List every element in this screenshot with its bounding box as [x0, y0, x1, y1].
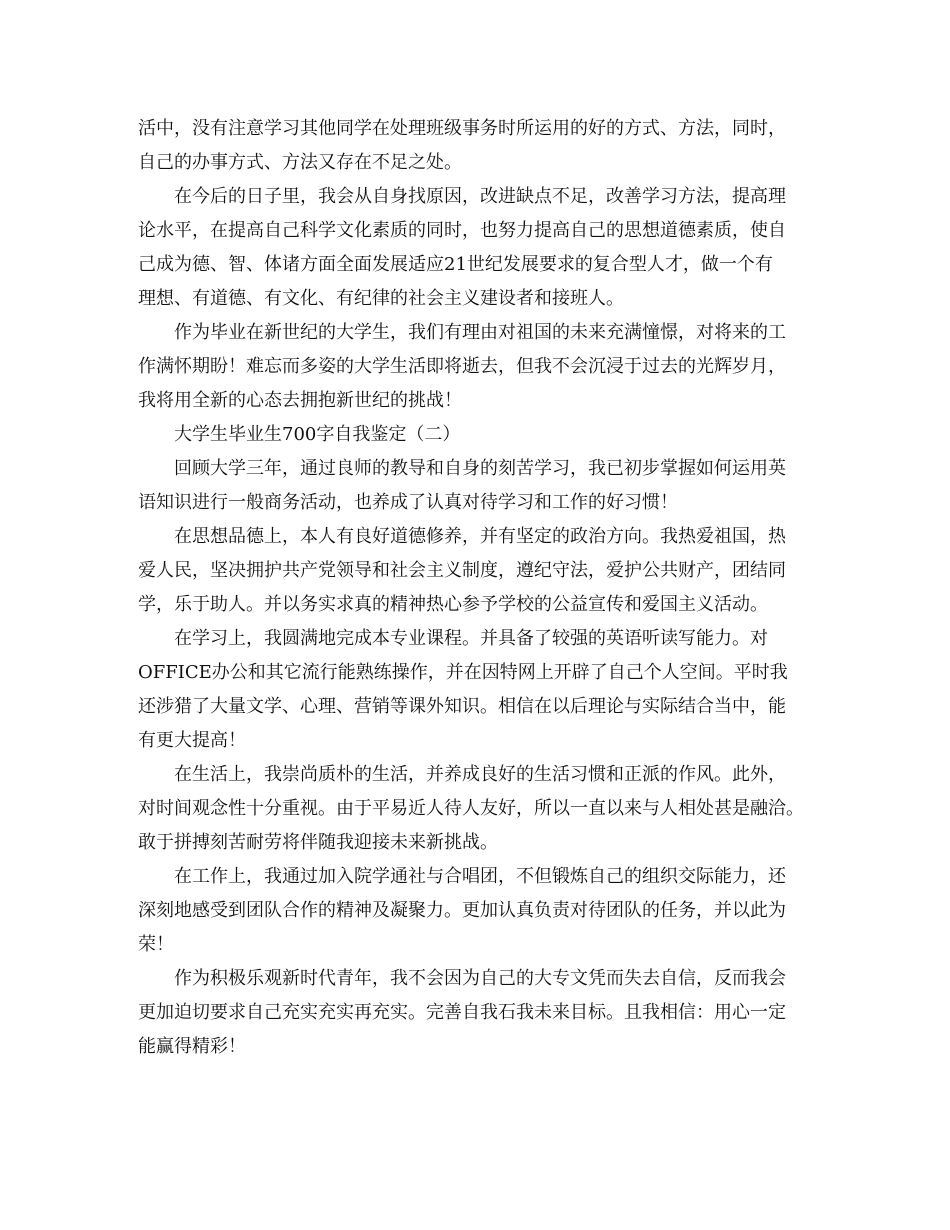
text-line: 作为积极乐观新时代青年，我不会因为自己的大专文凭而失去自信，反而我会 [174, 968, 786, 989]
text-line: 理想、有道德、有文化、有纪律的社会主义建设者和接班人。 [138, 288, 624, 309]
text-line: 深刻地感受到团队合作的精神及凝聚力。更加认真负责对待团队的任务，并以此为 [138, 900, 786, 921]
text-line: OFFICE办公和其它流行能熟练操作，并在因特网上开辟了自己个人空间。平时我 [138, 662, 788, 683]
text-line: 大学生毕业生700字自我鉴定（二） [174, 424, 461, 445]
text-line: 活中，没有注意学习其他同学在处理班级事务时所运用的好的方式、方法，同时， [138, 118, 786, 139]
text-line: 己成为德、智、体诸方面全面发展适应21世纪发展要求的复合型人才，做一个有 [138, 254, 773, 275]
text-line: 学，乐于助人。并以务实求真的精神热心参予学校的公益宣传和爱国主义活动。 [138, 594, 768, 615]
text-line: 荣！ [138, 934, 174, 955]
text-line: 对时间观念性十分重视。由于平易近人待人友好，所以一直以来与人相处甚是融洽。 [138, 798, 804, 819]
text-line: 在思想品德上，本人有良好道德修养，并有坚定的政治方向。我热爱祖国，热 [174, 526, 786, 547]
text-line: 我将用全新的心态去拥抱新世纪的挑战！ [138, 390, 462, 411]
document-body [138, 112, 838, 1064]
text-line: 有更大提高！ [138, 730, 246, 751]
text-line: 在生活上，我崇尚质朴的生活，并养成良好的生活习惯和正派的作风。此外， [174, 764, 786, 785]
text-line: 在今后的日子里，我会从自身找原因，改进缺点不足，改善学习方法，提高理 [174, 186, 786, 207]
text-line: 敢于拼搏刻苦耐劳将伴随我迎接未来新挑战。 [138, 832, 498, 853]
text-line: 回顾大学三年，通过良师的教导和自身的刻苦学习，我已初步掌握如何运用英 [174, 458, 786, 479]
text-line: 语知识进行一般商务活动，也养成了认真对待学习和工作的好习惯！ [138, 492, 678, 513]
text-line: 自己的办事方式、方法又存在不足之处。 [138, 152, 462, 173]
text-line: 作满怀期盼！难忘而多姿的大学生活即将逝去，但我不会沉浸于过去的光辉岁月， [138, 356, 786, 377]
text-line: 爱人民，坚决拥护共产党领导和社会主义制度，遵纪守法，爱护公共财产，团结同 [138, 560, 786, 581]
text-line: 在学习上，我圆满地完成本专业课程。并具备了较强的英语听读写能力。对 [174, 628, 768, 649]
text-line: 还涉猎了大量文学、心理、营销等课外知识。相信在以后理论与实际结合当中，能 [138, 696, 786, 717]
text-line: 作为毕业在新世纪的大学生，我们有理由对祖国的未来充满憧憬，对将来的工 [174, 322, 786, 343]
text-line: 在工作上，我通过加入院学通社与合唱团，不但锻炼自己的组织交际能力，还 [174, 866, 786, 887]
text-line: 更加迫切要求自己充实充实再充实。完善自我石我未来目标。且我相信：用心一定 [138, 1002, 786, 1023]
text-line: 能赢得精彩！ [138, 1036, 246, 1057]
text-line: 论水平，在提高自己科学文化素质的同时，也努力提高自己的思想道德素质，使自 [138, 220, 786, 241]
